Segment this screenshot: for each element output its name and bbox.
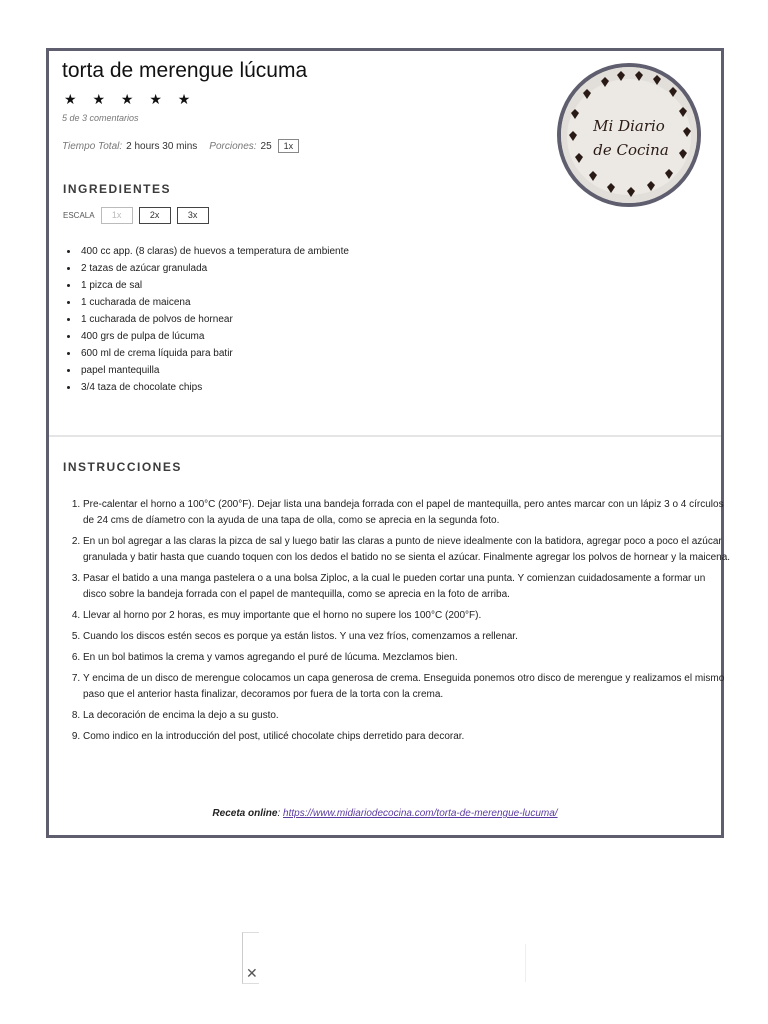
instruction-step: 8. La decoración de encima la dejo a su gusto. bbox=[83, 708, 731, 724]
servings-label: Porciones: bbox=[209, 140, 257, 152]
cake-illustration bbox=[561, 67, 697, 203]
total-time-value: 2 hours 30 mins bbox=[126, 140, 198, 152]
ingredient-item: • 1 cucharada de maicena bbox=[79, 294, 349, 311]
image-caption-line1: Mi Diario bbox=[593, 117, 665, 135]
instruction-step: 4. Llevar al horno por 2 horas, es muy importante que el horno no supere los 100°C (200°F). bbox=[83, 608, 731, 624]
ingredient-item: • 3/4 taza de chocolate chips bbox=[79, 379, 349, 396]
instructions-heading: INSTRUCCIONES bbox=[63, 460, 182, 474]
ad-placeholder bbox=[242, 932, 526, 982]
servings-value: 25 bbox=[260, 140, 272, 152]
ingredient-list bbox=[63, 243, 349, 396]
instruction-step: 9. Como indico en la introducción del post, utilicé chocolate chips derretido para decorar. bbox=[83, 729, 731, 745]
scale-label: ESCALA bbox=[63, 211, 95, 220]
close-icon[interactable]: ✕ bbox=[246, 965, 258, 981]
ingredient-item: • 400 cc app. (8 claras) de huevos a temperatura de ambiente bbox=[79, 243, 349, 260]
ingredient-item: • 400 grs de pulpa de lúcuma bbox=[79, 328, 349, 345]
instruction-step: 6. En un bol batimos la crema y vamos agregando el puré de lúcuma. Mezclamos bien. bbox=[83, 650, 731, 666]
scale-selector bbox=[63, 207, 209, 224]
instruction-step: 3. Pasar el batido a una manga pastelera o a una bolsa Ziploc, a la cual le pueden cortar una punta. Y comienzan cuidadosamente a formar un disco sobre la bandeja forrada con el papel de mantequilla, como se aprecia en la foto de arriba. bbox=[83, 571, 731, 603]
ingredient-item: • 1 cucharada de polvos de hornear bbox=[79, 311, 349, 328]
section-divider bbox=[49, 435, 721, 437]
instruction-list bbox=[63, 497, 731, 750]
recipe-url-link[interactable]: https://www.midiariodecocina.com/torta-de-merengue-lucuma/ bbox=[283, 808, 558, 819]
online-label: Receta online bbox=[212, 808, 278, 819]
instruction-step: 5. Cuando los discos estén secos es porque ya están listos. Y una vez fríos, comenzamos a rellenar. bbox=[83, 629, 731, 645]
image-caption-line2: de Cocina bbox=[593, 141, 669, 159]
recipe-title: torta de merengue lúcuma bbox=[62, 59, 308, 82]
ingredient-item: • papel mantequilla bbox=[79, 362, 349, 379]
ad-frame-right-edge bbox=[525, 944, 526, 982]
recipe-meta bbox=[62, 139, 299, 153]
ingredients-heading: INGREDIENTES bbox=[63, 182, 172, 196]
rating-stars[interactable]: ★ ★ ★ ★ ★ bbox=[64, 91, 197, 107]
ingredient-item: • 1 pizca de sal bbox=[79, 277, 349, 294]
recipe-image bbox=[557, 63, 701, 207]
instruction-step: 7. Y encima de un disco de merengue colocamos un capa generosa de crema. Enseguida ponemos otro disco de merengue y realizamos el mismo paso que el anterior hasta finalizar, decoramos por fuera de la torta con la crema. bbox=[83, 671, 731, 703]
instruction-step: 1. Pre-calentar el horno a 100°C (200°F). Dejar lista una bandeja forrada con el papel de mantequilla, pero antes marcar con un lápiz 3 o 4 círculos de 24 cms de díametro con la ayuda de una tapa de olla, como se aprecia en la segunda foto. bbox=[83, 497, 731, 529]
ingredient-item: • 2 tazas de azúcar granulada bbox=[79, 260, 349, 277]
instruction-step: 2. En un bol agregar a las claras la pizca de sal y luego batir las claras a punto de nieve idealmente con la batidora, agregar poco a poco el azúcar granulada y batir hasta que cuando toquen con los dedos el batido no se sienta el azúcar. Finalmente agregar los polvos de hornear y la maicena. bbox=[83, 534, 731, 566]
rating-count: 5 de 3 comentarios bbox=[62, 113, 139, 123]
servings-scale-button[interactable]: 1x bbox=[278, 139, 300, 153]
ingredient-item: • 600 ml de crema líquida para batir bbox=[79, 345, 349, 362]
scale-3x-button[interactable]: 3x bbox=[177, 207, 209, 224]
recipe-card bbox=[46, 48, 731, 838]
recipe-online-footer bbox=[49, 808, 721, 819]
scale-2x-button[interactable]: 2x bbox=[139, 207, 171, 224]
online-separator: : bbox=[277, 808, 284, 819]
scale-1x-button[interactable]: 1x bbox=[101, 207, 133, 224]
total-time-label: Tiempo Total: bbox=[62, 140, 123, 152]
